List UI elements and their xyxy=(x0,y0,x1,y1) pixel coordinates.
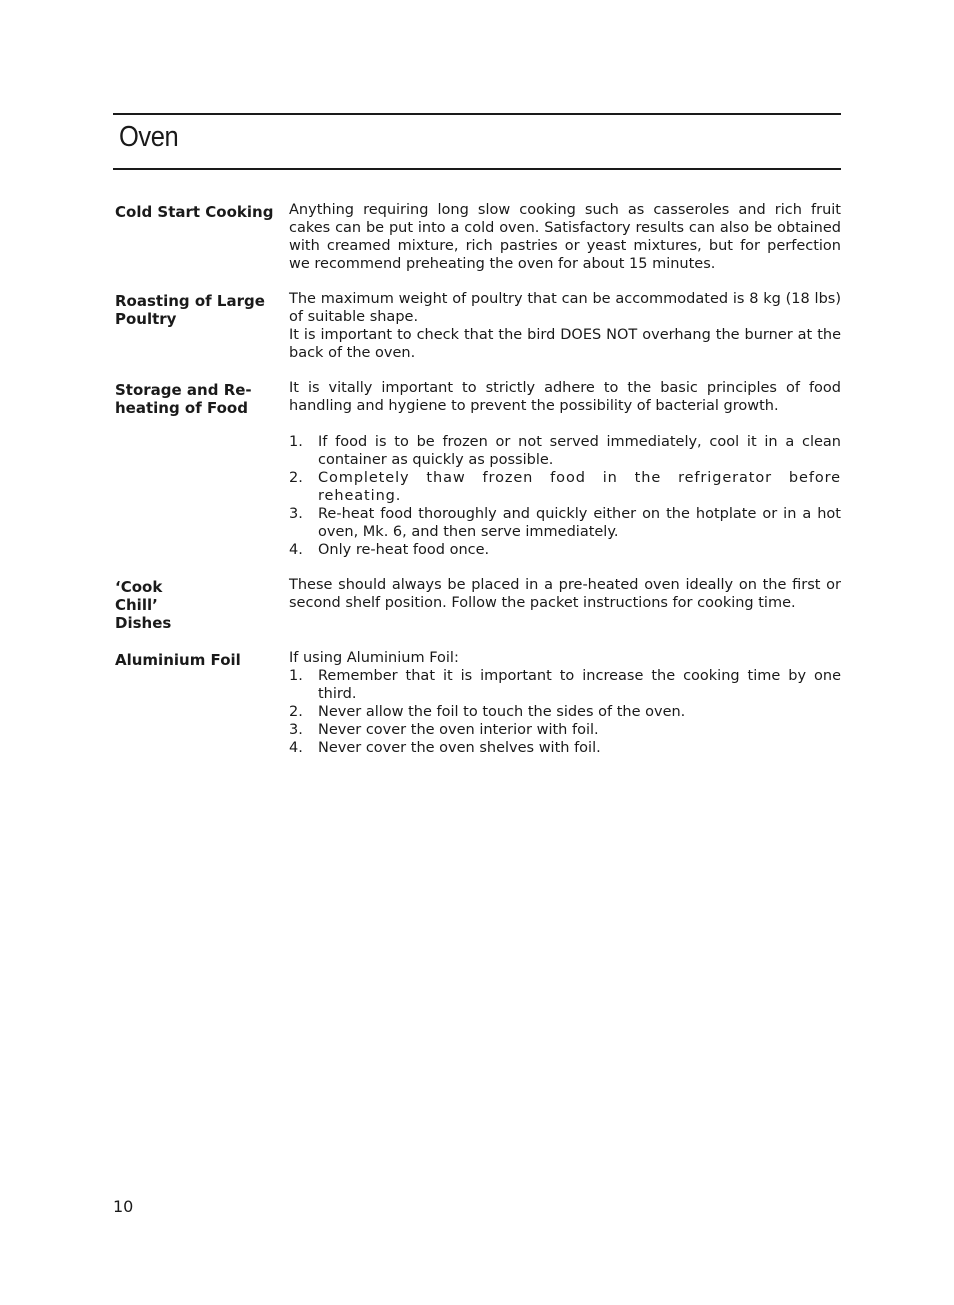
list-item xyxy=(289,721,841,739)
list-text: Only re-heat food once. xyxy=(318,542,490,558)
numbered-list xyxy=(289,667,841,757)
list-item xyxy=(289,433,841,469)
list-item xyxy=(289,667,841,703)
section-label: Storage and Re-heating of Food xyxy=(115,381,252,417)
section-label: Aluminium Foil xyxy=(115,651,241,669)
page-title: Oven xyxy=(119,121,179,153)
section-storage-reheating xyxy=(115,379,841,559)
section-body xyxy=(289,201,841,273)
list-number: 3. xyxy=(289,722,303,738)
page-number: 10 xyxy=(113,1197,134,1216)
list-text: Never allow the foil to touch the sides of the oven. xyxy=(318,704,686,720)
list-text: Completely thaw frozen food in the refrigerator before reheating. xyxy=(318,470,841,504)
section-label: Cold Start Cooking xyxy=(115,203,274,221)
title-bottom-rule xyxy=(113,168,841,170)
section-body xyxy=(289,290,841,362)
paragraph: Anything requiring long slow cooking such as casseroles and rich fruit cakes can be put into a cold oven. Satisfactory results can also be obtained with creamed mixture, rich pastries or yeast mixtures, but for perfection we recommend preheating the oven for about 15 minutes. xyxy=(289,202,841,272)
list-text: Re-heat food thoroughly and quickly either on the hotplate or in a hot oven, Mk. 6, and then serve immediately. xyxy=(318,506,841,540)
title-top-rule xyxy=(113,113,841,115)
section-body xyxy=(289,379,841,559)
list-number: 3. xyxy=(289,506,303,522)
paragraph: It is important to check that the bird DOES NOT overhang the burner at the back of the oven. xyxy=(289,327,841,361)
list-text: Remember that it is important to increase the cooking time by one third. xyxy=(318,668,841,702)
list-number: 1. xyxy=(289,434,303,450)
section-body xyxy=(289,649,841,757)
list-item xyxy=(289,703,841,721)
paragraph: If using Aluminium Foil: xyxy=(289,650,459,666)
paragraph: These should always be placed in a pre-heated oven ideally on the first or second shelf position. Follow the packet instructions for cooking time. xyxy=(289,577,841,611)
section-body xyxy=(289,576,841,632)
section-roasting-large-poultry xyxy=(115,290,841,362)
list-number: 2. xyxy=(289,470,303,486)
list-text: If food is to be frozen or not served immediately, cool it in a clean container as quickly as possible. xyxy=(318,434,841,468)
list-number: 2. xyxy=(289,704,303,720)
list-item xyxy=(289,739,841,757)
list-number: 4. xyxy=(289,740,303,756)
manual-content xyxy=(115,201,841,774)
section-cook-chill-dishes xyxy=(115,576,841,632)
list-number: 4. xyxy=(289,542,303,558)
numbered-list xyxy=(289,433,841,559)
paragraph: The maximum weight of poultry that can be accommodated is 8 kg (18 lbs) of suitable shape. xyxy=(289,291,841,325)
section-aluminium-foil xyxy=(115,649,841,757)
list-text: Never cover the oven interior with foil. xyxy=(318,722,599,738)
list-item xyxy=(289,505,841,541)
section-cold-start-cooking xyxy=(115,201,841,273)
list-item xyxy=(289,469,841,505)
list-text: Never cover the oven shelves with foil. xyxy=(318,740,601,756)
list-item xyxy=(289,541,841,559)
list-number: 1. xyxy=(289,668,303,684)
paragraph: It is vitally important to strictly adhere to the basic principles of food handling and hygiene to prevent the possibility of bacterial growth. xyxy=(289,380,841,414)
section-label: Roasting of Large Poultry xyxy=(115,292,265,328)
section-label: ‘Cook Chill’ Dishes xyxy=(115,578,172,632)
